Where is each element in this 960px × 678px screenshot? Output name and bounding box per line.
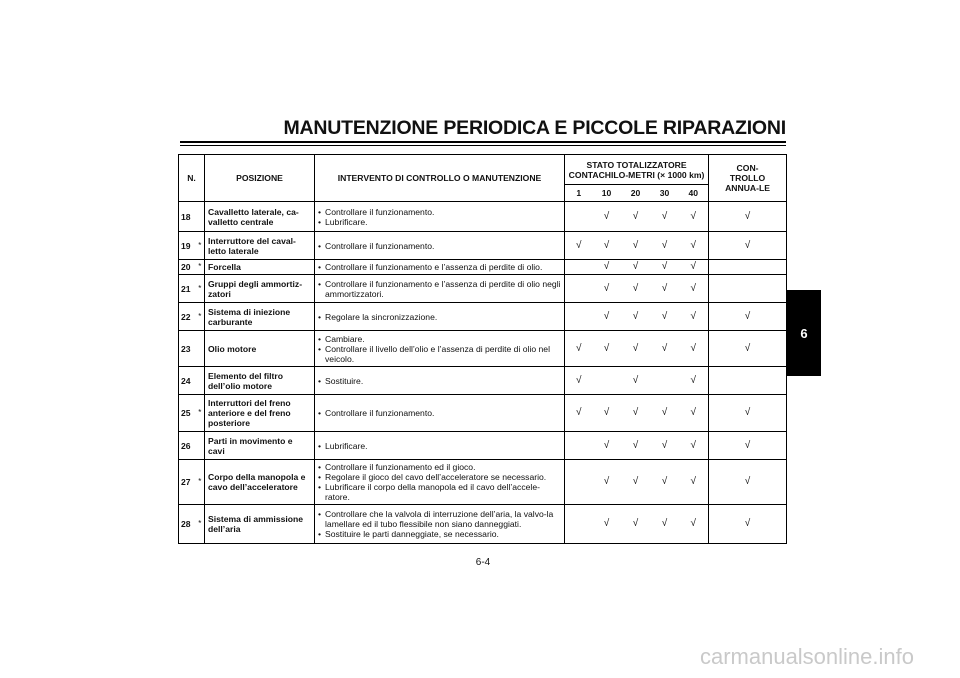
asterisk-marker: * [196,460,205,505]
action-cell [315,275,565,303]
check-cell: √ [593,395,621,432]
row-number: 28 [179,505,196,544]
check-cell: √ [679,331,709,367]
check-cell: √ [621,260,651,275]
row-number: 19 [179,232,196,260]
check-cell [651,367,679,395]
col-header-action: INTERVENTO DI CONTROLLO O MANUTENZIONE [315,155,565,202]
check-cell: √ [679,367,709,395]
position-cell: Interruttore del caval-letto laterale [205,232,315,260]
check-cell: √ [621,460,651,505]
check-cell: √ [679,260,709,275]
check-cell [565,460,593,505]
check-cell: √ [621,275,651,303]
asterisk-marker: * [196,395,205,432]
check-cell [593,367,621,395]
check-cell: √ [593,505,621,544]
km-header: 40 [679,185,709,202]
action-item: • Sostituire. [318,376,561,386]
position-cell: Corpo della manopola e cavo dell’acceleratore [205,460,315,505]
check-cell: √ [621,505,651,544]
action-cell [315,432,565,460]
row-number: 22 [179,303,196,331]
km-header: 20 [621,185,651,202]
table-row [179,505,787,544]
row-number: 27 [179,460,196,505]
check-cell: √ [621,202,651,232]
asterisk-marker [196,202,205,232]
annual-check-cell [709,275,787,303]
table-row [179,202,787,232]
action-cell [315,505,565,544]
action-item: • Lubrificare. [318,441,561,451]
annual-check-cell [709,260,787,275]
check-cell: √ [593,303,621,331]
table-row [179,367,787,395]
check-cell: √ [621,432,651,460]
check-cell: √ [679,395,709,432]
check-cell: √ [651,232,679,260]
annual-check-cell: √ [709,505,787,544]
table-row [179,275,787,303]
table-row [179,232,787,260]
title-rule-thin [180,145,786,146]
action-cell [315,260,565,275]
asterisk-marker [196,331,205,367]
chapter-tab: 6 [787,290,821,376]
annual-check-cell: √ [709,460,787,505]
position-cell: Gruppi degli ammortiz-zatori [205,275,315,303]
asterisk-marker: * [196,303,205,331]
action-cell [315,202,565,232]
table-row [179,260,787,275]
check-cell: √ [679,432,709,460]
position-cell: Interruttori del freno anteriore e del freno posteriore [205,395,315,432]
check-cell: √ [593,260,621,275]
km-header: 1 [565,185,593,202]
row-number: 24 [179,367,196,395]
check-cell [565,303,593,331]
asterisk-marker: * [196,275,205,303]
annual-check-cell: √ [709,395,787,432]
page-number: 6-4 [475,557,491,568]
check-cell: √ [679,275,709,303]
row-number: 26 [179,432,196,460]
asterisk-marker: * [196,260,205,275]
check-cell: √ [565,395,593,432]
position-cell: Elemento del filtro dell’olio motore [205,367,315,395]
action-item: • Controllare il funzionamento e l’assenza di perdite di olio negli ammortizzatori. [318,279,561,299]
check-cell: √ [651,505,679,544]
check-cell [565,275,593,303]
action-item: • Regolare il gioco del cavo dell’acceleratore se necessario. [318,472,561,482]
check-cell: √ [593,432,621,460]
check-cell: √ [651,432,679,460]
check-cell: √ [679,202,709,232]
watermark: carmanualsonline.info [699,644,914,669]
title-rule-thick [180,141,786,143]
check-cell: √ [651,202,679,232]
annual-check-cell: √ [709,432,787,460]
check-cell: √ [565,331,593,367]
action-item: • Controllare il funzionamento ed il gioco. [318,462,561,472]
annual-check-cell: √ [709,232,787,260]
annual-check-cell [709,367,787,395]
position-cell: Cavalletto laterale, ca-valletto centrale [205,202,315,232]
check-cell: √ [679,460,709,505]
action-item: • Controllare che la valvola di interruzione dell’aria, la valvo-la lamellare ed il tubo flessibile non siano danneggiati. [318,509,561,529]
table-row [179,395,787,432]
check-cell: √ [593,331,621,367]
action-item: • Regolare la sincronizzazione. [318,312,561,322]
check-cell: √ [679,232,709,260]
action-item: • Lubrificare. [318,217,561,227]
action-item: • Controllare il funzionamento. [318,207,561,217]
check-cell [565,432,593,460]
check-cell: √ [651,275,679,303]
col-header-n: N. [179,155,205,202]
position-cell: Forcella [205,260,315,275]
asterisk-marker: * [196,232,205,260]
check-cell: √ [651,395,679,432]
check-cell: √ [651,260,679,275]
table-row [179,460,787,505]
action-item: • Controllare il funzionamento. [318,408,561,418]
table-row [179,303,787,331]
col-header-position: POSIZIONE [205,155,315,202]
asterisk-marker: * [196,505,205,544]
check-cell: √ [593,275,621,303]
check-cell: √ [565,367,593,395]
row-number: 18 [179,202,196,232]
action-item: • Controllare il livello dell’olio e l’assenza di perdite di olio nel veicolo. [318,344,561,364]
row-number: 23 [179,331,196,367]
position-cell: Parti in movimento e cavi [205,432,315,460]
check-cell [565,505,593,544]
row-number: 20 [179,260,196,275]
km-header: 10 [593,185,621,202]
row-number: 25 [179,395,196,432]
check-cell: √ [593,460,621,505]
annual-check-cell: √ [709,202,787,232]
col-header-odometer: STATO TOTALIZZATORE CONTACHILO-METRI (× 1000 km) [565,155,709,185]
maintenance-table [178,154,787,544]
action-item: • Lubrificare il corpo della manopola ed il cavo dell’accele-ratore. [318,482,561,502]
position-cell: Sistema di ammissione dell’aria [205,505,315,544]
check-cell: √ [679,505,709,544]
action-cell [315,303,565,331]
action-item: • Controllare il funzionamento. [318,241,561,251]
check-cell: √ [651,460,679,505]
asterisk-marker [196,367,205,395]
annual-check-cell: √ [709,303,787,331]
position-cell: Olio motore [205,331,315,367]
action-cell [315,331,565,367]
action-cell [315,232,565,260]
position-cell: Sistema di iniezione carburante [205,303,315,331]
action-item: • Controllare il funzionamento e l’assenza di perdite di olio. [318,262,561,272]
action-cell [315,460,565,505]
check-cell: √ [621,367,651,395]
check-cell: √ [565,232,593,260]
annual-check-cell: √ [709,331,787,367]
col-header-annual: CON-TROLLO ANNUA-LE [709,155,787,202]
check-cell: √ [593,202,621,232]
check-cell: √ [621,395,651,432]
page-title: MANUTENZIONE PERIODICA E PICCOLE RIPARAZIONI [283,117,786,139]
check-cell: √ [651,303,679,331]
action-cell [315,395,565,432]
check-cell [565,202,593,232]
check-cell: √ [593,232,621,260]
check-cell: √ [621,232,651,260]
table-row [179,432,787,460]
action-item: • Cambiare. [318,334,561,344]
asterisk-marker [196,432,205,460]
action-cell [315,367,565,395]
action-item: • Sostituire le parti danneggiate, se necessario. [318,529,561,539]
check-cell: √ [621,331,651,367]
km-header: 30 [651,185,679,202]
check-cell: √ [621,303,651,331]
check-cell: √ [651,331,679,367]
check-cell: √ [679,303,709,331]
check-cell [565,260,593,275]
row-number: 21 [179,275,196,303]
table-row [179,331,787,367]
